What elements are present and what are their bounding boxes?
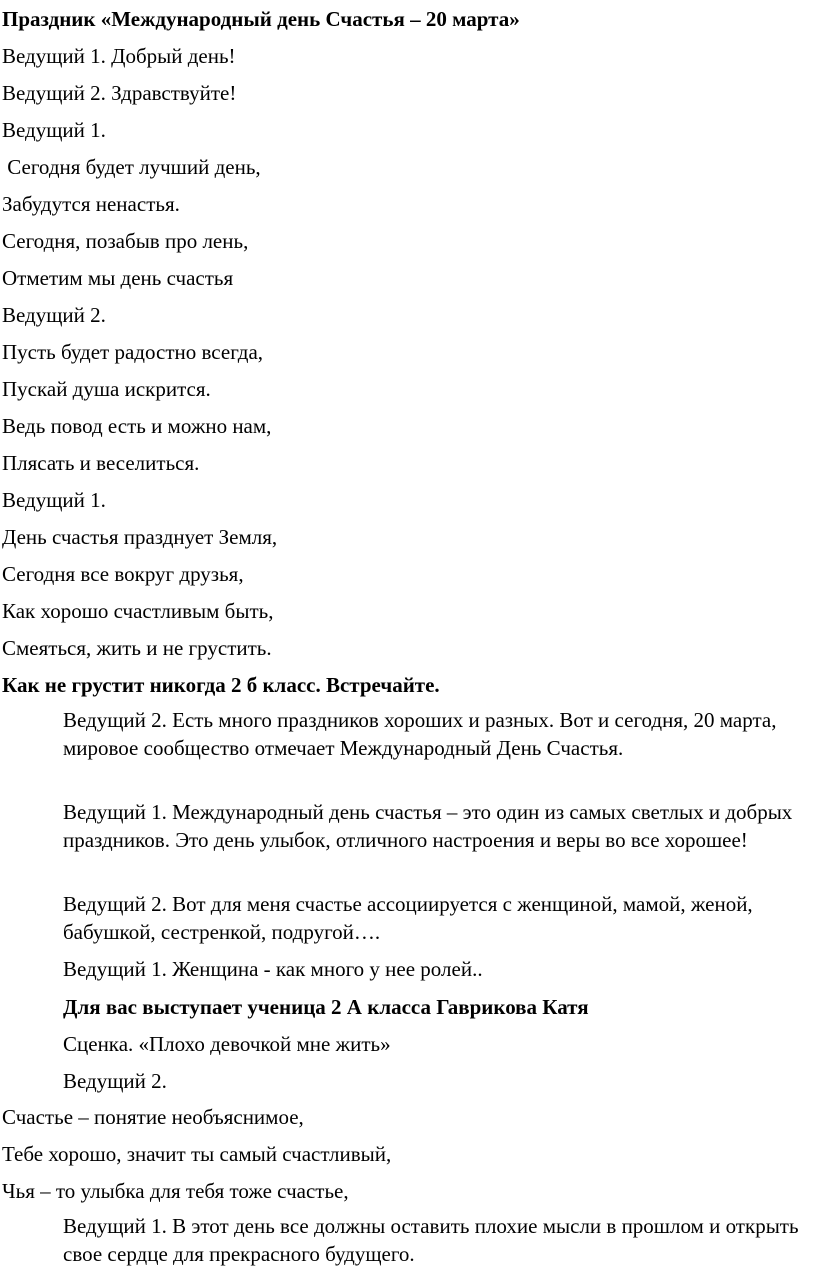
poem-line: Ведущий 1. Добрый день! (2, 44, 236, 68)
document-title: Праздник «Международный день Счастья – 20 марта» (2, 7, 520, 31)
poem-line: Как хорошо счастливым быть, (2, 599, 274, 623)
final-host-paragraph: Ведущий 1. В этот день все должны оставить плохие мысли в прошлом и открыть свое сердце для прекрасного будущего. (63, 1214, 799, 1266)
announcement-student: Для вас выступает ученица 2 А класса Гаврикова Катя (63, 995, 589, 1019)
poem-line: Сегодня, позабыв про лень, (2, 229, 249, 253)
scene-title: Сценка. «Плохо девочкой мне жить» (63, 1032, 391, 1056)
host-paragraph: Ведущий 1. Женщина - как много у нее ролей.. (63, 957, 483, 981)
host-label: Ведущий 2. (63, 1069, 167, 1093)
closing-line: Тебе хорошо, значит ты самый счастливый, (2, 1142, 392, 1166)
poem-line: Ведущий 1. (2, 488, 106, 512)
announcement-class-2b: Как не грустит никогда 2 б класс. Встречайте. (2, 673, 440, 697)
closing-line: Чья – то улыбка для тебя тоже счастье, (2, 1179, 349, 1203)
poem-line: Смеяться, жить и не грустить. (2, 636, 272, 660)
poem-line: Сегодня будет лучший день, (2, 155, 261, 179)
poem-line: Пускай душа искрится. (2, 377, 211, 401)
closing-line: Счастье – понятие необъяснимое, (2, 1105, 304, 1129)
poem-line: Пусть будет радостно всегда, (2, 340, 264, 364)
poem-line: Ведь повод есть и можно нам, (2, 414, 272, 438)
poem-line: Ведущий 1. (2, 118, 106, 142)
poem-line: Отметим мы день счастья (2, 266, 234, 290)
poem-line: Плясать и веселиться. (2, 451, 200, 475)
host-paragraph: Ведущий 1. Международный день счастья – это один из самых светлых и добрых праздников. Это день улыбок, отличного настроения и веры во все хорошее! (63, 800, 793, 852)
poem-line: Забудутся ненастья. (2, 192, 180, 216)
poem-line: День счастья празднует Земля, (2, 525, 278, 549)
host-paragraph: Ведущий 2. Вот для меня счастье ассоциируется с женщиной, мамой, женой, бабушкой, сестренкой, подругой…. (63, 892, 753, 944)
poem-line: Ведущий 2. (2, 303, 106, 327)
poem-line: Сегодня все вокруг друзья, (2, 562, 244, 586)
host-paragraph: Ведущий 2. Есть много праздников хороших и разных. Вот и сегодня, 20 марта, мировое сообщество отмечает Международный День Счастья. (63, 708, 777, 760)
poem-line: Ведущий 2. Здравствуйте! (2, 81, 237, 105)
